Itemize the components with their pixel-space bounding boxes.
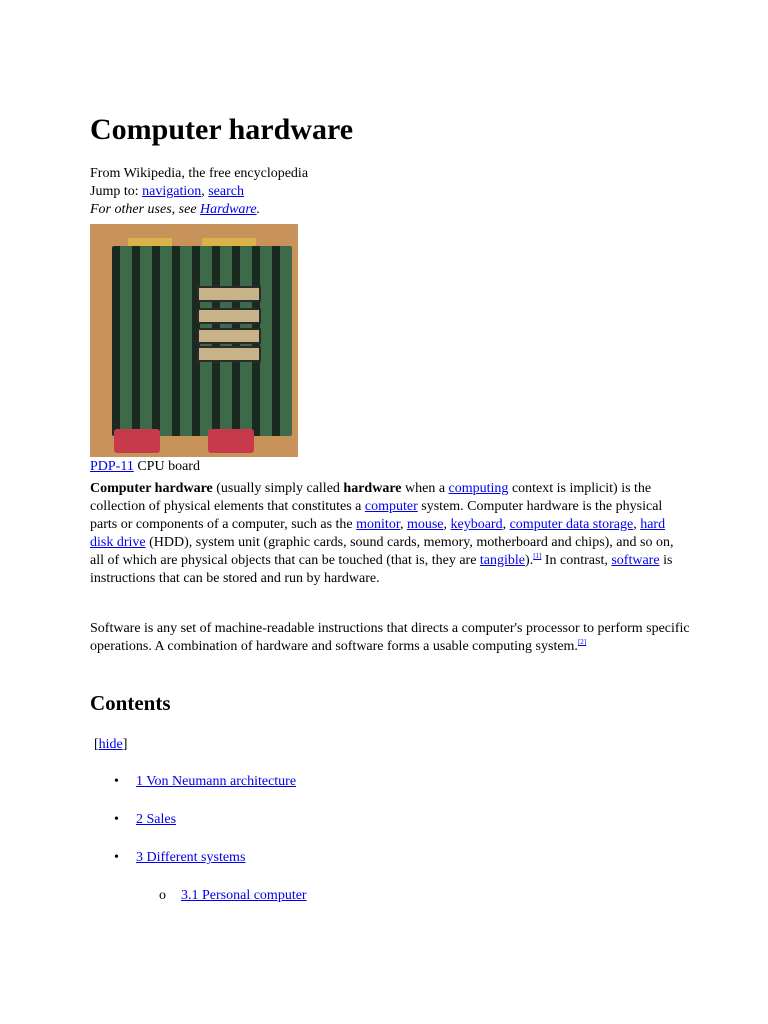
jump-search-link[interactable]: search [208,184,244,199]
page-title: Computer hardware [90,113,354,146]
site-sub: From Wikipedia, the free encyclopedia [90,166,309,181]
bracket-open: [ [94,737,99,752]
intro-paragraph [90,480,690,588]
contents-heading: Contents [90,691,171,715]
tangible-link[interactable]: tangible [479,553,526,568]
toc-bullet: • [114,812,119,827]
para-text: , [502,517,510,532]
hatnote-period: . [256,202,261,217]
hatnote-hardware-link[interactable]: Hardware [200,202,257,217]
ic-chip [197,346,261,362]
software-paragraph [90,620,690,656]
jump-to [90,183,244,201]
toc-sub-bullet: o [159,888,166,903]
contents-toggle [94,736,127,754]
toc-item-personal-computer[interactable]: 3.1 Personal computer [181,888,307,903]
reference-1-link[interactable]: [1] [533,552,542,560]
para-text: , [399,517,407,532]
toc-bullet: • [114,774,119,789]
computing-link[interactable]: computing [448,481,509,496]
mouse-link[interactable]: mouse [406,517,444,532]
ic-chip [197,328,261,344]
bold-term: Computer hardware [90,481,213,496]
toc-item-von-neumann[interactable]: 1 Von Neumann architecture [136,774,297,789]
hide-contents-link[interactable]: hide [98,737,123,752]
bold-term: hardware [343,481,402,496]
ic-chip [197,308,261,324]
bracket-close: ] [122,737,128,752]
jump-navigation-link[interactable]: navigation [142,184,202,199]
jump-separator: , [201,184,209,199]
para-text: , [443,517,451,532]
toc-bullet: • [114,850,119,865]
para-text: context is implicit) is the collection of physical elements that constitutes a [90,481,652,514]
monitor-link[interactable]: monitor [356,517,400,532]
para-text: Software is any set of machine-readable instructions that directs a computer's processor to perform specific operations. A combination of hardware and software forms a usable computing system. [90,621,690,654]
toc-item-different-systems[interactable]: 3 Different systems [136,850,246,865]
figure-caption [90,458,200,476]
keyboard-link[interactable]: keyboard [450,517,503,532]
board-latch-left [114,429,160,453]
para-text: In contrast, [541,553,612,568]
hatnote [90,201,260,219]
jump-to-label: Jump to: [90,184,143,199]
computer-link[interactable]: computer [364,499,418,514]
toc-item-sales[interactable]: 2 Sales [136,812,177,827]
data-storage-link[interactable]: computer data storage [509,517,634,532]
caption-text: CPU board [133,459,200,474]
hard-disk-drive-link[interactable]: hard disk drive [90,517,666,550]
ic-chip [197,286,261,302]
pdp11-cpu-board-image[interactable] [90,224,298,457]
para-text: (usually simply called [212,481,344,496]
para-text: , [633,517,641,532]
reference-2-link[interactable]: [2] [577,638,587,646]
para-text: system. Computer hardware is the physical parts or components of a computer, such as the [90,499,663,532]
software-link[interactable]: software [611,553,660,568]
pdp11-link[interactable]: PDP-11 [90,459,134,474]
board-latch-right [208,429,254,453]
para-text: is instructions that can be stored and run by hardware. [90,553,673,586]
para-text: (HDD), system unit (graphic cards, sound cards, memory, motherboard and chips), and so on, all of which are physical objects that can be touched (that is, they are [90,535,674,568]
para-text: ). [525,553,534,568]
para-text: when a [401,481,449,496]
hatnote-text: For other uses, see [90,202,201,217]
